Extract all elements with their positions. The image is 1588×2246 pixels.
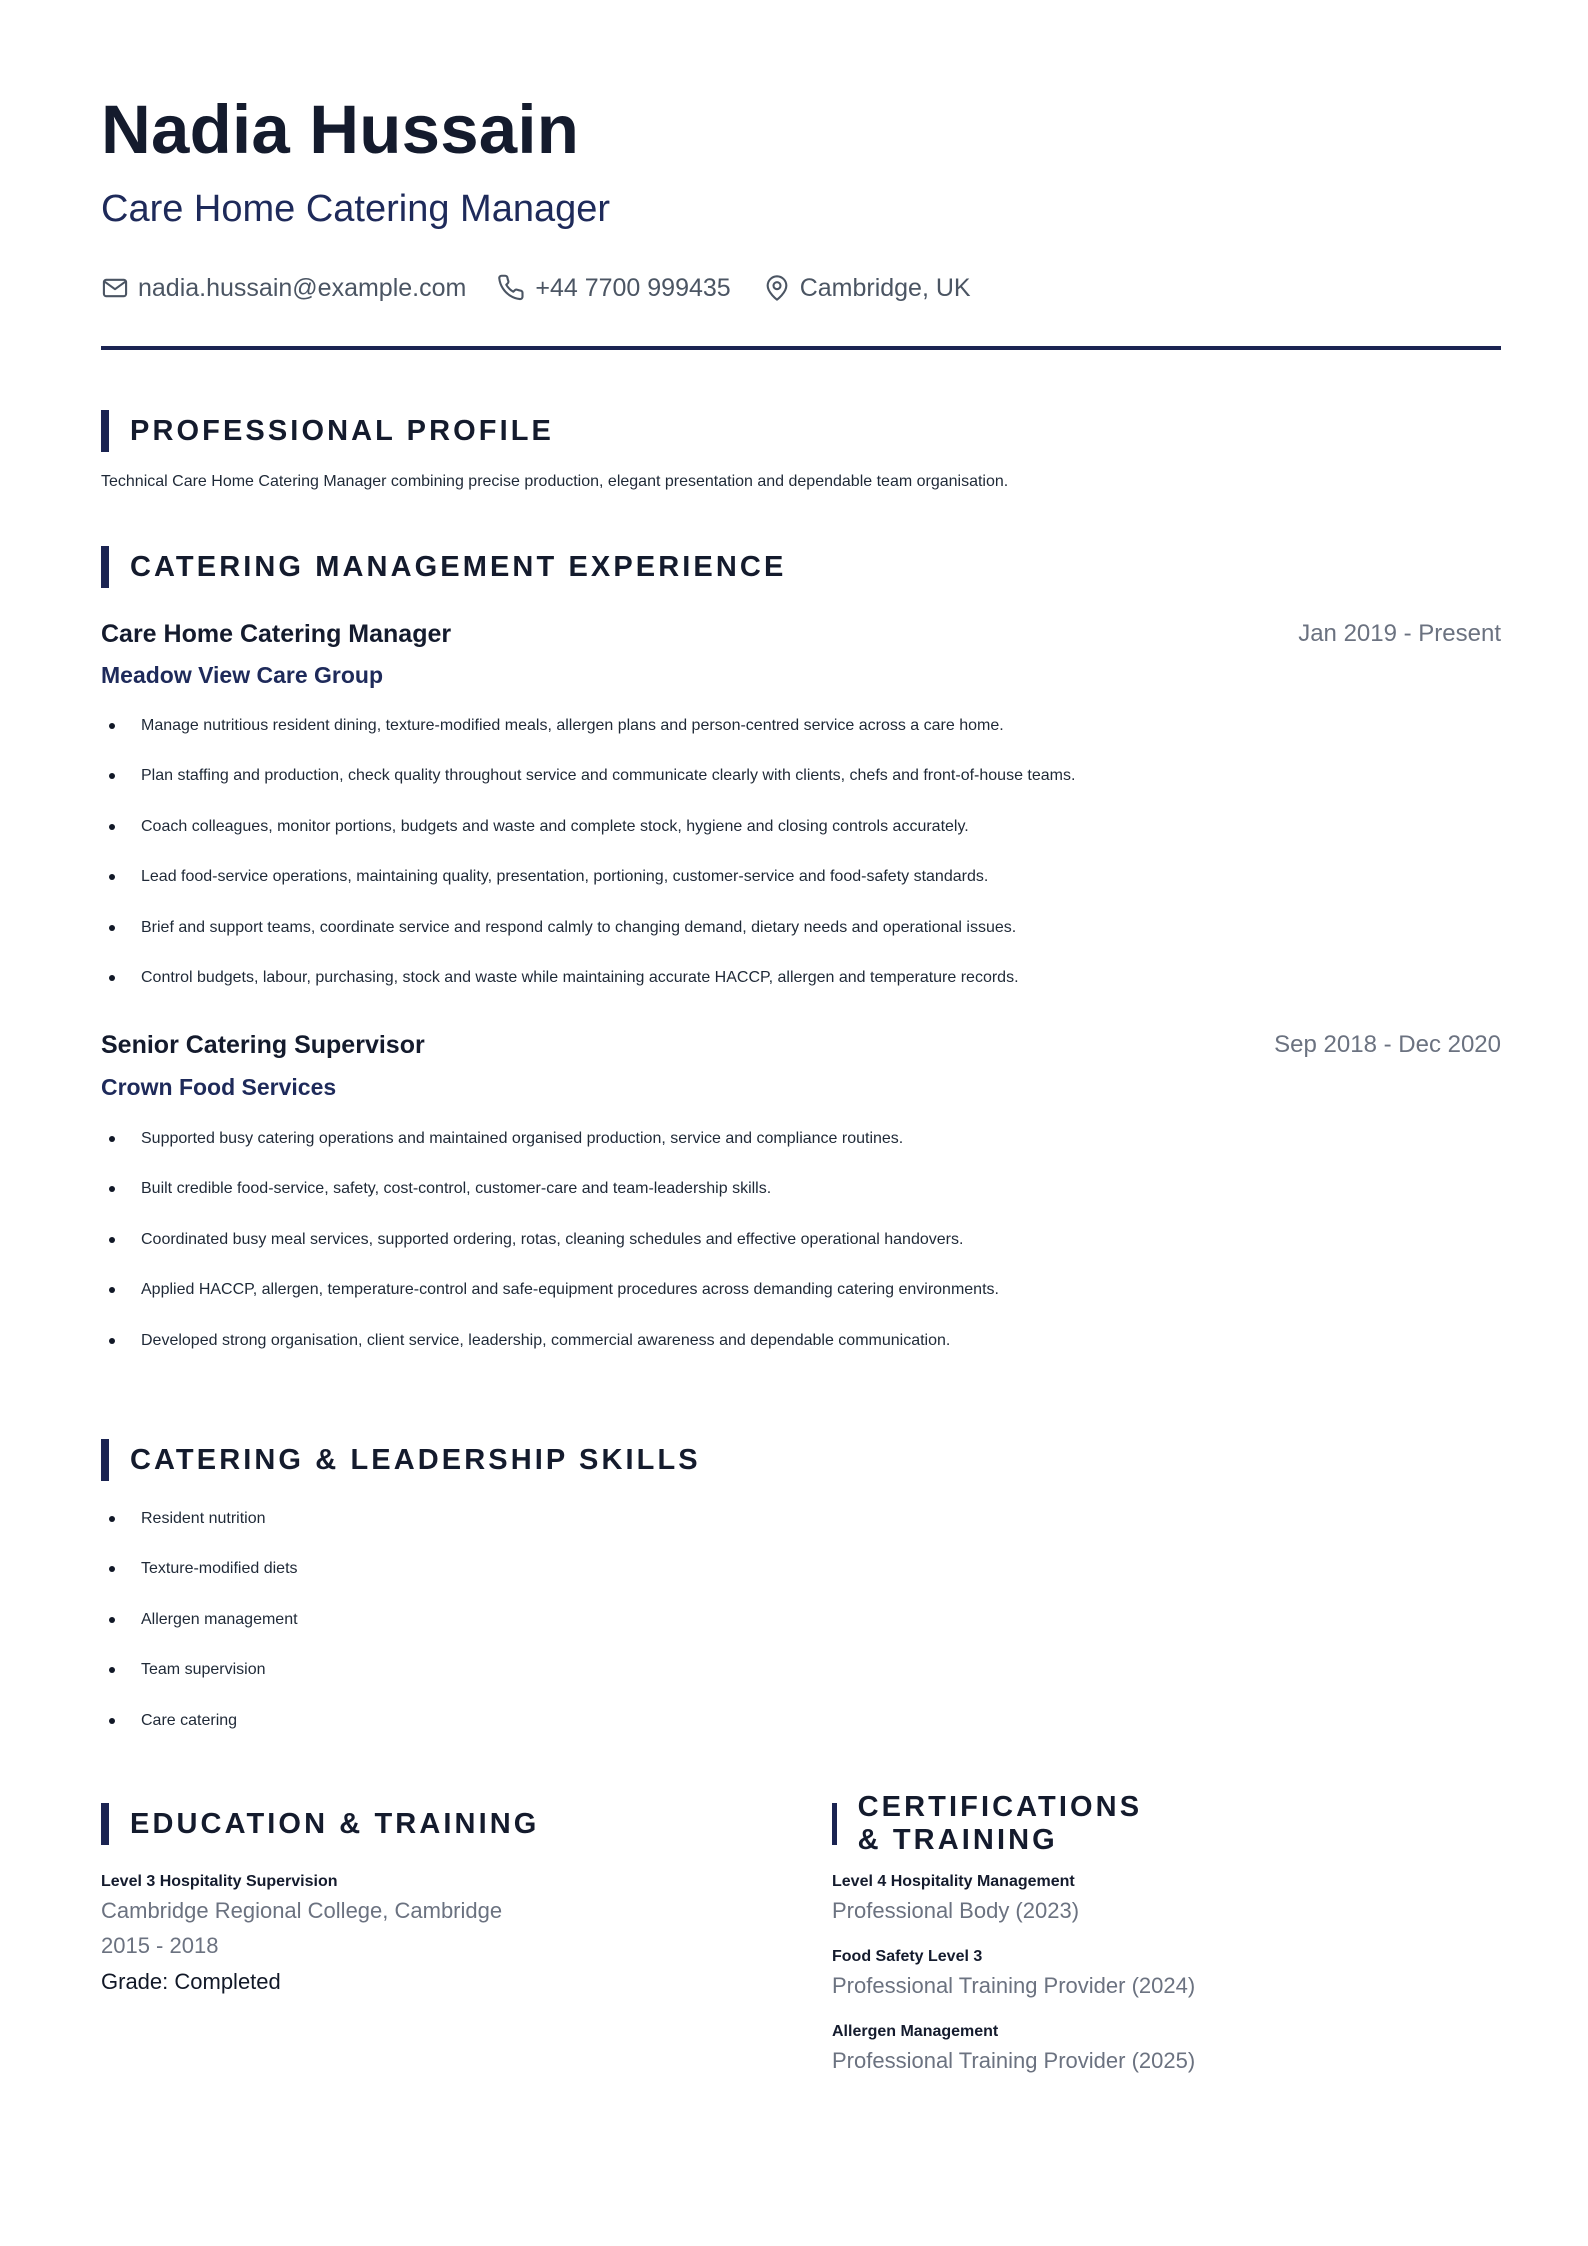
list-item: Built credible food-service, safety, cost-control, customer-care and team-leadership skills. (101, 1178, 999, 1228)
contact-phone[interactable] (498, 270, 730, 306)
job-title: Senior Catering Supervisor (101, 1031, 425, 1059)
certification-title: Level 4 Hospitality Management (832, 1873, 1075, 1890)
section-accent-bar (832, 1803, 837, 1845)
section-accent-bar (101, 1803, 109, 1845)
phone-icon (498, 274, 526, 302)
certification-title: Allergen Management (832, 2023, 999, 2040)
list-item: Control budgets, labour, purchasing, stock and waste while maintaining accurate HACCP, allergen and temperature records. (101, 967, 1075, 1017)
job-company: Meadow View Care Group (101, 662, 384, 688)
map-pin-icon (763, 274, 791, 302)
contact-phone-text: +44 7700 999435 (535, 274, 731, 302)
job-company: Crown Food Services (101, 1074, 337, 1100)
education-institution: Cambridge Regional College, Cambridge (101, 1898, 503, 1923)
education-grade: Grade: Completed (101, 1969, 281, 1994)
list-item: Plan staffing and production, check quality throughout service and communicate clearly with clients, chefs and front-of-house teams. (101, 765, 1075, 815)
candidate-role: Care Home Catering Manager (101, 188, 611, 230)
list-item: Manage nutritious resident dining, texture-modified meals, allergen plans and person-centred service across a care home. (101, 715, 1075, 765)
section-title: CATERING MANAGEMENT EXPERIENCE (130, 550, 787, 583)
list-item: Applied HACCP, allergen, temperature-control and safe-equipment procedures across demanding catering environments. (101, 1279, 999, 1329)
section-title: CERTIFICATIONS & TRAINING (857, 1791, 1143, 1856)
section-profile-heading (101, 410, 554, 452)
skills-list (101, 1508, 298, 1760)
skill-item: Allergen management (101, 1609, 298, 1659)
mail-icon (101, 274, 129, 302)
job-date: Sep 2018 - Dec 2020 (1274, 1031, 1501, 1058)
skill-item: Resident nutrition (101, 1508, 298, 1558)
profile-summary: Technical Care Home Catering Manager combining precise production, elegant presentation and dependable team organisation. (101, 473, 1009, 490)
certification-issuer: Professional Training Provider (2025) (832, 2048, 1196, 2073)
job-date: Jan 2019 - Present (1298, 620, 1501, 647)
section-accent-bar (101, 1439, 109, 1481)
section-title: CATERING & LEADERSHIP SKILLS (130, 1443, 701, 1476)
education-title: Level 3 Hospitality Supervision (101, 1873, 338, 1890)
job-bullets (101, 1128, 999, 1380)
list-item: Coordinated busy meal services, supported ordering, rotas, cleaning schedules and effective operational handovers. (101, 1229, 999, 1279)
skill-item: Team supervision (101, 1659, 298, 1709)
section-title: EDUCATION & TRAINING (130, 1807, 540, 1840)
job-bullets (101, 715, 1075, 1017)
certification-issuer: Professional Body (2023) (832, 1898, 1080, 1923)
list-item: Supported busy catering operations and maintained organised production, service and compliance routines. (101, 1128, 999, 1178)
section-skills-heading (101, 1439, 701, 1481)
header-divider (101, 346, 1501, 350)
contact-email-text: nadia.hussain@example.com (138, 274, 467, 302)
skill-item: Care catering (101, 1710, 298, 1760)
certification-issuer: Professional Training Provider (2024) (832, 1973, 1196, 1998)
contact-row (101, 270, 1003, 306)
list-item: Coach colleagues, monitor portions, budgets and waste and complete stock, hygiene and closing controls accurately. (101, 816, 1075, 866)
contact-email[interactable] (101, 270, 466, 306)
list-item: Brief and support teams, coordinate service and respond calmly to changing demand, dietary needs and operational issues. (101, 917, 1075, 967)
section-education-heading (101, 1803, 539, 1845)
candidate-name: Nadia Hussain (101, 91, 580, 168)
list-item: Developed strong organisation, client service, leadership, commercial awareness and dependable communication. (101, 1330, 999, 1380)
list-item: Lead food-service operations, maintaining quality, presentation, portioning, customer-service and food-safety standards. (101, 866, 1075, 916)
section-certifications-heading (832, 1791, 1146, 1856)
contact-location-text: Cambridge, UK (799, 274, 971, 302)
skill-item: Texture-modified diets (101, 1558, 298, 1608)
section-experience-heading (101, 546, 786, 588)
certification-title: Food Safety Level 3 (832, 1948, 983, 1965)
job-title: Care Home Catering Manager (101, 620, 452, 648)
section-accent-bar (101, 410, 109, 452)
contact-location (763, 270, 971, 306)
section-title: PROFESSIONAL PROFILE (130, 414, 555, 447)
education-years: 2015 - 2018 (101, 1933, 219, 1958)
section-accent-bar (101, 546, 109, 588)
